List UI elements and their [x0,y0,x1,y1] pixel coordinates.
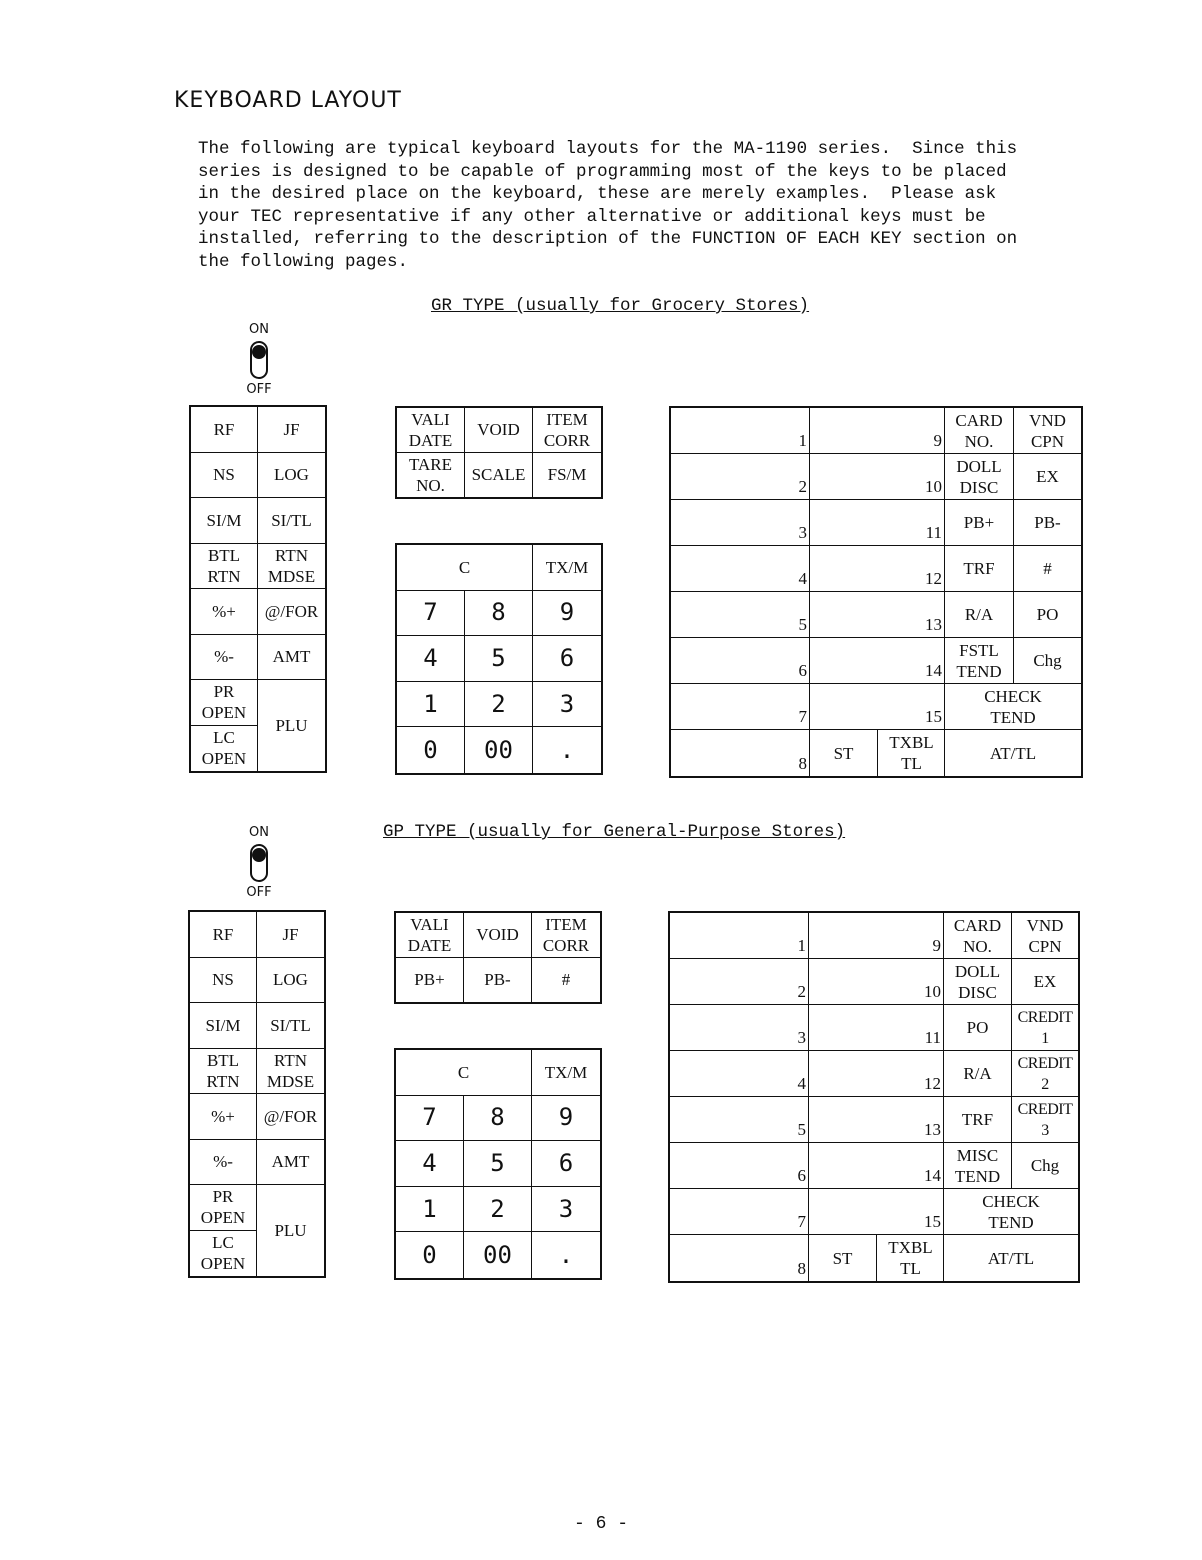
dept-key-9[interactable]: 9 [810,408,945,454]
dept-key-2[interactable]: 2 [671,454,810,500]
key-amt[interactable]: AMT [258,635,325,681]
key-pr-open[interactable]: PR OPEN [191,680,258,726]
key-9[interactable]: 9 [532,1096,600,1142]
key-log[interactable]: LOG [258,453,325,499]
dept-key-5[interactable]: 5 [670,1097,809,1143]
dept-key-2[interactable]: 2 [670,959,809,1005]
key-txbl-tl[interactable]: TXBL TL [889,733,934,773]
dept-key-12[interactable]: 12 [810,546,945,592]
key-log[interactable]: LOG [257,958,324,1004]
toggle-switch-icon [249,340,269,380]
gr-power-switch[interactable] [239,322,279,397]
key-4[interactable]: 4 [397,636,465,682]
key-3[interactable]: 3 [533,682,601,728]
key-ns[interactable]: NS [191,453,258,499]
dept-key-9[interactable]: 9 [809,913,944,959]
key-st[interactable]: ST [809,1235,877,1281]
key-pb-plus[interactable]: PB+ [396,958,464,1003]
key-void[interactable]: VOID [464,913,532,958]
key-check-tend[interactable]: CHECK TEND [944,1189,1078,1235]
key-chg[interactable]: Chg [1014,638,1081,684]
switch-off-label: OFF [246,382,272,397]
key-trf[interactable]: TRF [945,546,1014,592]
dept-key-6[interactable]: 6 [670,1143,809,1189]
key-4[interactable]: 4 [396,1141,464,1187]
key-5[interactable]: 5 [465,636,533,682]
gp-power-switch[interactable] [239,825,279,900]
key-lc-open[interactable]: LC OPEN [190,1231,257,1277]
gr-type-title: GR TYPE (usually for Grocery Stores) [431,296,810,316]
key-credit-3[interactable]: CREDIT 3 [1012,1097,1078,1143]
key-trf[interactable]: TRF [944,1097,1012,1143]
key-pb-plus[interactable]: PB+ [945,500,1014,546]
dept-key-10[interactable]: 10 [809,959,944,1005]
dept-key-13[interactable]: 13 [809,1097,944,1143]
key-at-tl[interactable]: AT/TL [989,743,1037,763]
key-btl-rtn[interactable]: BTL RTN [190,1049,257,1095]
key-rf[interactable]: RF [190,912,257,958]
gr-department-keypad [669,406,1083,778]
key-9[interactable]: 9 [533,591,601,637]
dept-key-14[interactable]: 14 [810,638,945,684]
key-void[interactable]: VOID [465,408,533,453]
key-decimal[interactable]: . [559,735,575,764]
key-3[interactable]: 3 [532,1187,600,1233]
key-credit-2[interactable]: CREDIT 2 [1012,1051,1078,1097]
key-at-tl[interactable]: AT/TL [987,1248,1035,1268]
key-number-sign[interactable]: # [561,970,571,990]
key-rtn-mdse[interactable]: RTN MDSE [258,544,325,590]
dept-key-3[interactable]: 3 [670,1005,809,1051]
key-percent-minus[interactable]: %- [191,635,258,681]
key-0[interactable]: 0 [396,1232,464,1278]
dept-key-7[interactable]: 7 [671,684,810,730]
dept-key-1[interactable]: 1 [671,408,810,454]
key-po[interactable]: PO [1014,592,1081,638]
key-percent-plus[interactable]: %+ [191,589,258,635]
key-ex[interactable]: EX [1012,959,1078,1005]
gr-numeric-keypad [395,543,603,775]
key-tare-no[interactable]: TARE NO. [397,453,465,498]
key-btl-rtn[interactable]: BTL RTN [191,544,258,590]
key-lc-open[interactable]: LC OPEN [191,726,258,772]
switch-on-label: ON [249,825,269,840]
key-6[interactable]: 6 [533,636,601,682]
key-rtn-mdse[interactable]: RTN MDSE [257,1049,324,1095]
dept-key-10[interactable]: 10 [810,454,945,500]
key-si-tl[interactable]: SI/TL [258,498,325,544]
dept-key-15[interactable]: 15 [809,1189,944,1235]
key-clear[interactable]: C [397,545,533,591]
page-heading: KEYBOARD LAYOUT [174,88,402,113]
switch-on-label: ON [249,322,269,337]
switch-off-label: OFF [246,885,272,900]
key-chg[interactable]: Chg [1012,1143,1078,1189]
key-vnd-cpn[interactable]: VND CPN [1012,913,1078,959]
key-jf[interactable]: JF [258,407,325,453]
dept-key-11[interactable]: 11 [810,500,945,546]
key-pb-minus[interactable]: PB- [464,958,532,1003]
dept-key-13[interactable]: 13 [810,592,945,638]
gp-numeric-keypad [394,1048,602,1280]
key-scale[interactable]: SCALE [465,453,533,498]
key-misc-tend[interactable]: MISC TEND [944,1143,1012,1189]
dept-key-6[interactable]: 6 [671,638,810,684]
toggle-switch-icon [249,843,269,883]
dept-key-7[interactable]: 7 [670,1189,809,1235]
dept-key-5[interactable]: 5 [671,592,810,638]
st-txbl-pair [809,1235,944,1281]
gp-department-keypad [668,911,1080,1283]
key-vnd-cpn[interactable]: VND CPN [1014,408,1081,454]
key-doll-disc[interactable]: DOLL DISC [945,454,1014,500]
dept-key-4[interactable]: 4 [670,1051,809,1097]
dept-key-8[interactable]: 8 [670,1235,809,1281]
key-pr-open[interactable]: PR OPEN [190,1185,257,1231]
key-6[interactable]: 6 [532,1141,600,1187]
dept-key-14[interactable]: 14 [809,1143,944,1189]
gr-left-keypad [189,405,327,773]
dept-key-4[interactable]: 4 [671,546,810,592]
dept-key-3[interactable]: 3 [671,500,810,546]
key-1[interactable]: 1 [397,682,465,728]
gp-function-keypad [394,911,602,1004]
key-si-tl[interactable]: SI/TL [257,1003,324,1049]
key-si-m[interactable]: SI/M [190,1003,257,1049]
key-si-m[interactable]: SI/M [191,498,258,544]
key-txbl-tl[interactable]: TXBL TL [888,1238,933,1278]
key-r-a[interactable]: R/A [945,592,1014,638]
key-00[interactable]: 00 [465,727,533,773]
key-decimal[interactable]: . [558,1240,574,1269]
st-txbl-pair [810,730,945,776]
key-po[interactable]: PO [944,1005,1012,1051]
key-fstl-tend[interactable]: FSTL TEND [945,638,1014,684]
key-plu[interactable]: PLU [274,1221,307,1240]
dept-key-12[interactable]: 12 [809,1051,944,1097]
key-7[interactable]: 7 [396,1096,464,1142]
key-vali-date[interactable]: VALI DATE [396,913,464,958]
gp-left-keypad [188,910,326,1278]
key-plu[interactable]: PLU [275,716,308,735]
key-5[interactable]: 5 [464,1141,532,1187]
key-card-no[interactable]: CARD NO. [945,408,1014,454]
key-r-a[interactable]: R/A [944,1051,1012,1097]
key-rf[interactable]: RF [191,407,258,453]
key-2[interactable]: 2 [465,682,533,728]
key-jf[interactable]: JF [257,912,324,958]
key-1[interactable]: 1 [396,1187,464,1233]
key-ex[interactable]: EX [1014,454,1081,500]
dept-key-11[interactable]: 11 [809,1005,944,1051]
key-0[interactable]: 0 [397,727,465,773]
key-8[interactable]: 8 [464,1096,532,1142]
key-item-corr[interactable]: ITEM CORR [532,913,600,958]
key-at-for[interactable]: @/FOR [257,1094,324,1140]
key-ns[interactable]: NS [190,958,257,1004]
key-percent-plus[interactable]: %+ [190,1094,257,1140]
key-percent-minus[interactable]: %- [190,1140,257,1186]
dept-key-8[interactable]: 8 [671,730,810,776]
key-number-sign[interactable]: # [1014,546,1081,592]
key-vali-date[interactable]: VALI DATE [397,408,465,453]
key-00[interactable]: 00 [464,1232,532,1278]
key-clear[interactable]: C [396,1050,532,1096]
key-fs-m[interactable]: FS/M [547,465,587,485]
key-8[interactable]: 8 [465,591,533,637]
page-number: - 6 - [573,1514,628,1534]
key-doll-disc[interactable]: DOLL DISC [944,959,1012,1005]
key-credit-1[interactable]: CREDIT 1 [1012,1005,1078,1051]
dept-key-1[interactable]: 1 [670,913,809,959]
key-tx-m[interactable]: TX/M [533,545,601,591]
key-amt[interactable]: AMT [257,1140,324,1186]
gp-type-title: GP TYPE (usually for General-Purpose Stores) [383,822,846,842]
key-st[interactable]: ST [810,730,878,776]
gr-function-keypad [395,406,603,499]
key-pb-minus[interactable]: PB- [1014,500,1081,546]
dept-key-15[interactable]: 15 [810,684,945,730]
intro-paragraph: The following are typical keyboard layouts for the MA-1190 series. Since this series is designed to be capable of programming most of the keys to be placed in the desired place on the keyboard, these are merely examples. Please ask your TEC representative if any other alternative or additional keys must be installed, referring to the description of the FUNCTION OF EACH KEY section on the following pages. [198,139,1018,272]
key-check-tend[interactable]: CHECK TEND [945,684,1081,730]
key-item-corr[interactable]: ITEM CORR [533,408,601,453]
key-tx-m[interactable]: TX/M [532,1050,600,1096]
key-2[interactable]: 2 [464,1187,532,1233]
key-at-for[interactable]: @/FOR [258,589,325,635]
key-7[interactable]: 7 [397,591,465,637]
key-card-no[interactable]: CARD NO. [944,913,1012,959]
